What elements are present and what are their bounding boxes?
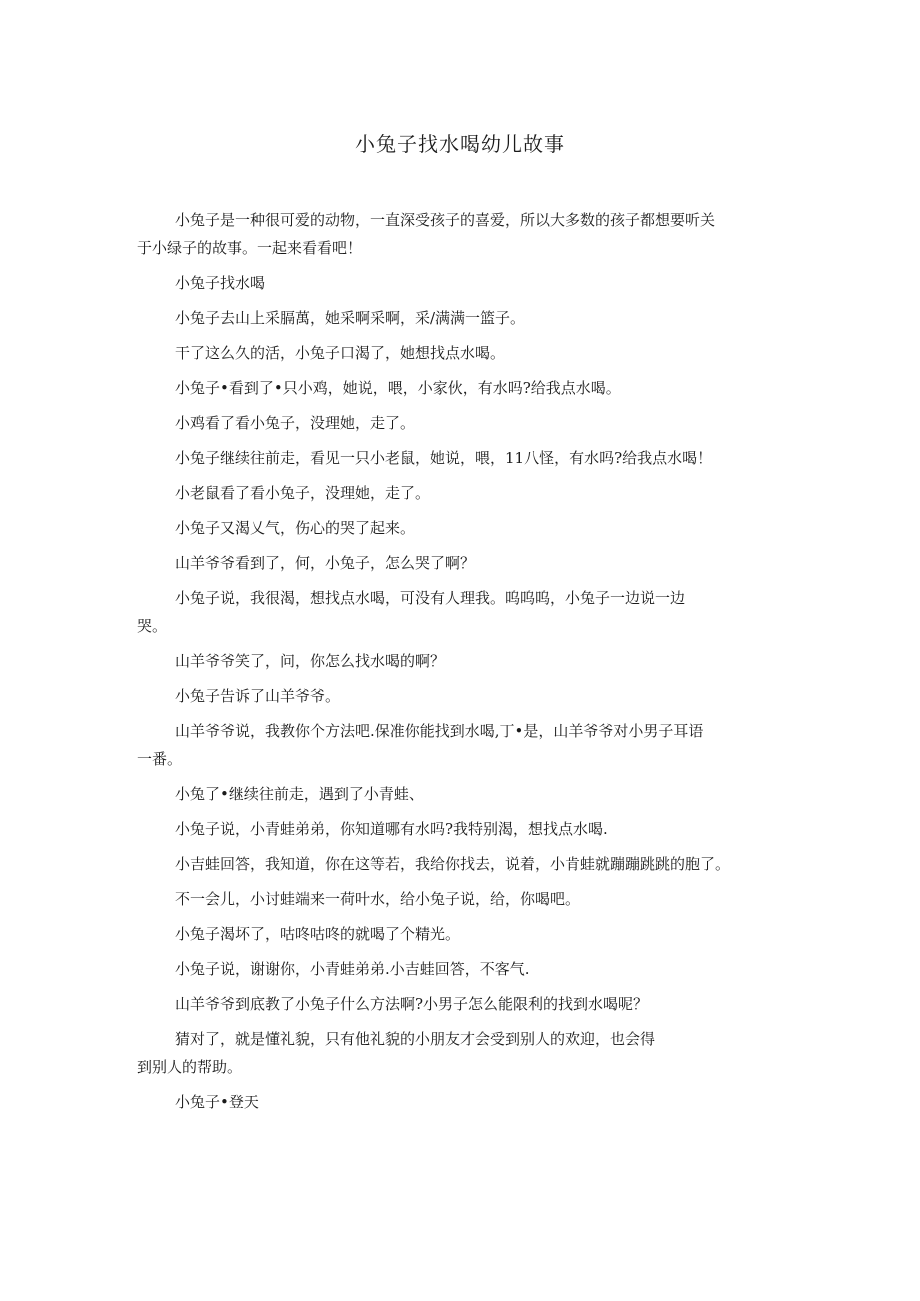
story-body xyxy=(137,206,787,1123)
story-paragraph xyxy=(137,206,787,262)
paragraph-line: 山羊爷爷说，我教你个方法吧.保准你能找到水喝,丁•是，山羊爷爷对小男子耳语 xyxy=(175,722,704,740)
paragraph-line: 小兔子•看到了•只小鸡，她说，喂，小家伙，有水吗?给我点水喝。 xyxy=(175,379,621,397)
paragraph-line: 小兔子说，小青蛙弟弟，你知道哪有水吗?我特别渴，想找点水喝. xyxy=(175,820,608,838)
paragraph-line: 小兔子说，谢谢你，小青蛙弟弟.小吉蛙回答，不客气. xyxy=(175,960,530,978)
paragraph-line-continued: 于小绿子的故事。一起来看看吧！ xyxy=(137,239,363,257)
paragraph-line: 山羊爷爷看到了，何，小兔子，怎么哭了啊？ xyxy=(175,554,476,572)
paragraph-line: 小兔子去山上采膈萬，她采啊采啊，采/满满一篮子。 xyxy=(175,309,526,327)
paragraph-line-continued: 到别人的帮助。 xyxy=(137,1058,243,1076)
paragraph-line: 小兔子说，我很渴，想找点水喝，可没有人理我。呜呜呜，小兔子一边说一边 xyxy=(175,589,686,607)
story-paragraph xyxy=(137,549,787,577)
story-paragraph xyxy=(137,682,787,710)
paragraph-line: 小兔了•继续往前走，遇到了小青蛙、 xyxy=(175,785,424,803)
paragraph-line: 小吉蛙回答，我知道，你在这等若，我给你找去，说着，小肯蛙就蹦蹦跳跳的胞了。 xyxy=(175,855,731,873)
story-paragraph xyxy=(137,815,787,843)
story-paragraph xyxy=(137,717,787,773)
story-paragraph xyxy=(137,409,787,437)
paragraph-line: 小兔子告诉了山羊爷爷。 xyxy=(175,687,341,705)
paragraph-line: 小兔子找水喝 xyxy=(175,274,266,292)
paragraph-line: 小兔子•登天 xyxy=(175,1093,259,1111)
story-paragraph xyxy=(137,955,787,983)
paragraph-line: 小兔子是一种很可爱的动物，一直深受孩子的喜爱，所以大多数的孩子都想要听关 xyxy=(175,211,716,229)
story-paragraph xyxy=(137,885,787,913)
story-paragraph xyxy=(137,339,787,367)
story-paragraph xyxy=(137,990,787,1018)
story-paragraph xyxy=(137,444,787,472)
story-paragraph xyxy=(137,374,787,402)
story-paragraph xyxy=(137,269,787,297)
paragraph-line: 干了这么久的活，小兔子口渴了，她想找点水喝。 xyxy=(175,344,506,362)
paragraph-line: 小兔子又渴乂气，伤心的哭了起来。 xyxy=(175,519,416,537)
story-paragraph xyxy=(137,514,787,542)
paragraph-line: 小老鼠看了看小兔子，没理她，走了。 xyxy=(175,484,431,502)
paragraph-line-continued: 一番。 xyxy=(137,750,183,768)
story-paragraph xyxy=(137,304,787,332)
story-paragraph xyxy=(137,850,787,878)
story-paragraph xyxy=(137,479,787,507)
story-paragraph xyxy=(137,780,787,808)
paragraph-line: 小兔子继续往前走，看见一只小老鼠，她说，喂，11八怪，有水吗?给我点水喝！ xyxy=(175,449,713,467)
story-paragraph xyxy=(137,584,787,640)
paragraph-line: 小鸡看了看小兔子，没理她，走了。 xyxy=(175,414,416,432)
story-paragraph xyxy=(137,920,787,948)
story-paragraph xyxy=(137,1025,787,1081)
paragraph-line: 猜对了，就是懂礼貌，只有他礼貌的小朋友才会受到别人的欢迎，也会得 xyxy=(175,1030,656,1048)
paragraph-line: 不一会儿，小讨蛙端来一荷叶水，给小兔子说，给，你喝吧。 xyxy=(175,890,581,908)
page-title: 小兔子找水喝幼儿故事 xyxy=(355,132,565,156)
paragraph-line: 山羊爷爷笑了，问，你怎么找水喝的啊？ xyxy=(175,652,446,670)
story-paragraph xyxy=(137,647,787,675)
story-paragraph xyxy=(137,1088,787,1116)
paragraph-line: 山羊爷爷到底教了小兔子什么方法啊?小男子怎么能限利的找到水喝呢？ xyxy=(175,995,649,1013)
paragraph-line: 小兔子渴坏了，咕咚咕咚的就喝了个精光。 xyxy=(175,925,461,943)
paragraph-line-continued: 哭。 xyxy=(137,617,168,635)
